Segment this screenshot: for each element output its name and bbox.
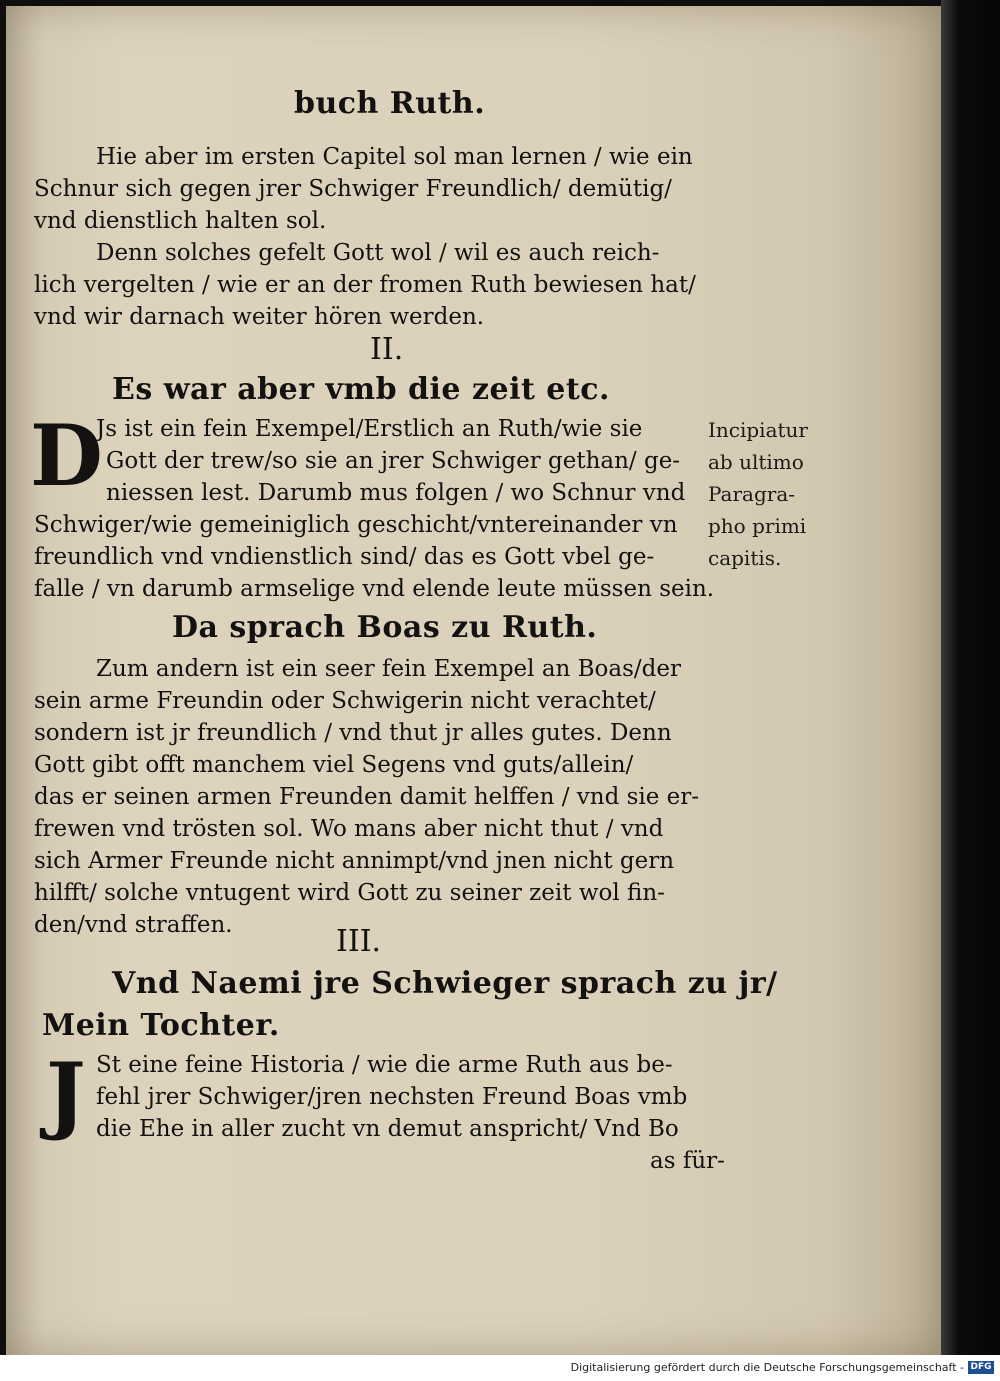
footer-bar	[0, 1355, 1000, 1381]
section-heading: Vnd Naemi jre Schwieger sprach zu jr/	[112, 966, 778, 1001]
paragraph-line: Denn solches gefelt Gott wol / wil es auch reich-	[96, 240, 660, 266]
paragraph-line: Js ist ein fein Exempel/Erstlich an Ruth/wie sie	[96, 416, 643, 442]
book-page	[6, 6, 941, 1355]
paragraph-line: vnd wir darnach weiter hören werden.	[34, 304, 485, 330]
paragraph-line: hilfft/ solche vntugent wird Gott zu seiner zeit wol fin-	[34, 880, 665, 906]
section-numeral: III.	[336, 924, 382, 959]
paragraph-line: sondern ist jr freundlich / vnd thut jr alles gutes. Denn	[34, 720, 672, 746]
section-heading: Mein Tochter.	[42, 1008, 280, 1043]
paragraph-line: freundlich vnd vndienstlich sind/ das es Gott vbel ge-	[34, 544, 655, 570]
paragraph-line: niessen lest. Darumb mus folgen / wo Schnur vnd	[106, 480, 686, 506]
section-heading: Es war aber vmb die zeit etc.	[112, 372, 610, 407]
paragraph-line: frewen vnd trösten sol. Wo mans aber nicht thut / vnd	[34, 816, 664, 842]
paragraph-line: das er seinen armen Freunden damit helffen / vnd sie er-	[34, 784, 700, 810]
marginal-note-line: Paragra-	[708, 482, 796, 506]
paragraph-line: St eine feine Historia / wie die arme Ruth aus be-	[96, 1052, 673, 1078]
paragraph-line: vnd dienstlich halten sol.	[34, 208, 327, 234]
marginal-note-line: Incipiatur	[708, 418, 808, 442]
paragraph-line: Schnur sich gegen jrer Schwiger Freundlich/ demütig/	[34, 176, 672, 202]
page-edge	[941, 0, 1000, 1355]
paragraph-line: Hie aber im ersten Capitel sol man lernen / wie ein	[96, 144, 693, 170]
paragraph-line: den/vnd straffen.	[34, 912, 233, 938]
decorated-initial: D	[30, 406, 103, 505]
paragraph-line: die Ehe in aller zucht vn demut anspricht/ Vnd Bo	[96, 1116, 679, 1142]
paragraph-line: Gott der trew/so sie an jrer Schwiger gethan/ ge-	[106, 448, 681, 474]
subheading: Da sprach Boas zu Ruth.	[172, 610, 598, 645]
paragraph-line: fehl jrer Schwiger/jren nechsten Freund Boas vmb	[96, 1084, 688, 1110]
section-numeral: II.	[370, 332, 404, 367]
marginal-note-line: capitis.	[708, 546, 782, 570]
decorated-initial: J	[46, 1044, 86, 1143]
paragraph-line: Zum andern ist ein seer fein Exempel an Boas/der	[96, 656, 681, 682]
footer-credit: Digitalisierung gefördert durch die Deutsche Forschungsgemeinschaft -	[570, 1361, 964, 1374]
paragraph-line: Gott gibt offt manchem viel Segens vnd guts/allein/	[34, 752, 634, 778]
catchword: as für-	[650, 1148, 725, 1174]
paragraph-line: sich Armer Freunde nicht annimpt/vnd jnen nicht gern	[34, 848, 675, 874]
marginal-note-line: ab ultimo	[708, 450, 804, 474]
paragraph-line: sein arme Freundin oder Schwigerin nicht verachtet/	[34, 688, 656, 714]
paragraph-line: falle / vn darumb armselige vnd elende leute müssen sein.	[34, 576, 715, 602]
running-head: buch Ruth.	[294, 86, 486, 121]
paragraph-line: lich vergelten / wie er an der fromen Ruth bewiesen hat/	[34, 272, 696, 298]
marginal-note-line: pho primi	[708, 514, 807, 538]
paragraph-line: Schwiger/wie gemeiniglich geschicht/vntereinander vn	[34, 512, 678, 538]
dfg-logo: DFG	[968, 1361, 994, 1374]
